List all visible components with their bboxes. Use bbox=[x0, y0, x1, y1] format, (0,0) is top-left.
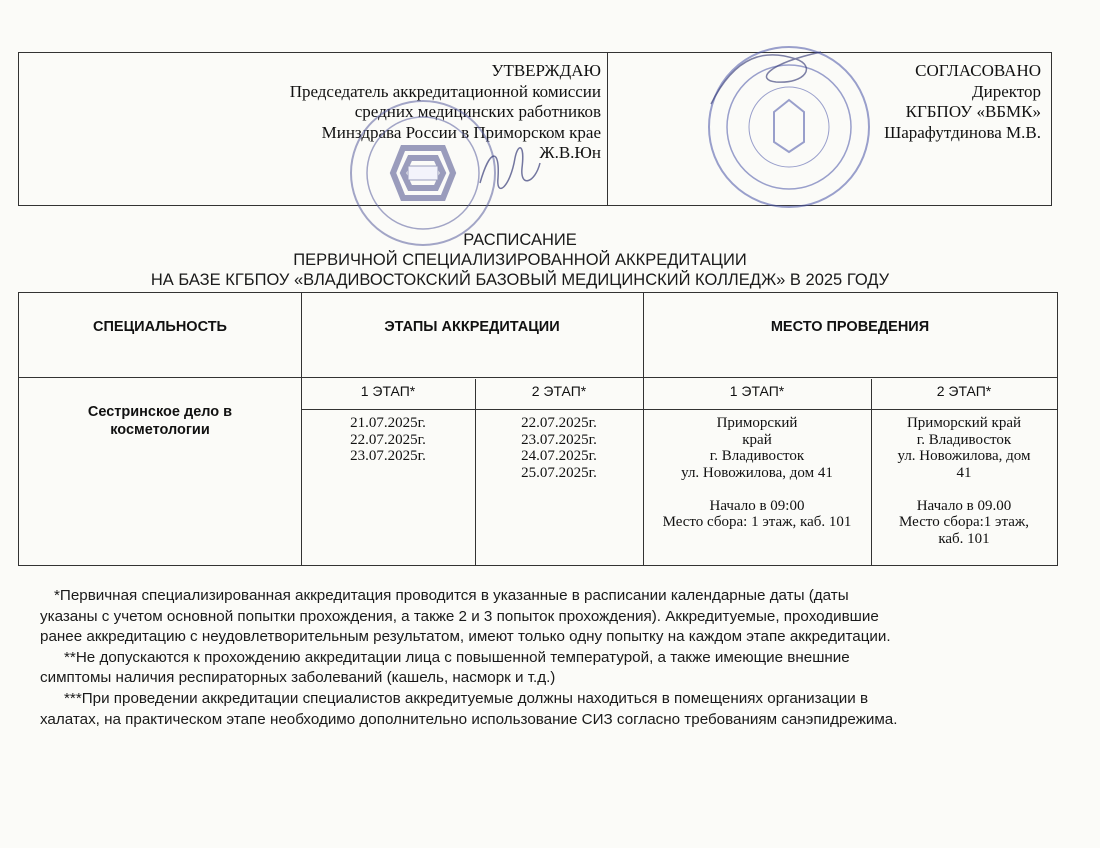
header-bottom-line bbox=[19, 377, 1057, 378]
loc2-line: Приморский край bbox=[906, 415, 1022, 431]
title-line3: НА БАЗЕ КГБПОУ «ВЛАДИВОСТОКСКИЙ БАЗОВЫЙ МЕДИЦИНСКИЙ КОЛЛЕДЖ» В 2025 ГОДУ bbox=[150, 271, 890, 289]
specialty-line1: Сестринское дело в bbox=[87, 404, 233, 420]
stage2-label: 2 ЭТАП* bbox=[531, 383, 587, 399]
stage1-dates bbox=[301, 415, 475, 465]
approve-line1: Председатель аккредитационной комиссии bbox=[289, 81, 601, 101]
loc1-line: Начало в 09:00 bbox=[709, 497, 805, 514]
stage2-dates bbox=[475, 415, 643, 481]
loc-stage1-label: 1 ЭТАП* bbox=[729, 383, 785, 399]
stage2-date: 24.07.2025г. bbox=[521, 448, 597, 464]
note1-line1: *Первичная специализированная аккредитация проводится в указанные в расписании календарные даты (даты bbox=[54, 587, 849, 604]
header-stages: ЭТАПЫ АККРЕДИТАЦИИ bbox=[384, 319, 560, 335]
agree-name: Шарафутдинова М.В. bbox=[884, 122, 1041, 142]
title-line1: РАСПИСАНИЕ bbox=[463, 231, 577, 249]
schedule-table bbox=[18, 292, 1058, 566]
stage1-date: 23.07.2025г. bbox=[350, 448, 426, 464]
loc2-line: 41 bbox=[956, 464, 972, 481]
title-line2: ПЕРВИЧНОЙ СПЕЦИАЛИЗИРОВАННОЙ АККРЕДИТАЦИИ bbox=[293, 251, 747, 269]
location-stage1 bbox=[643, 415, 871, 531]
stage1-date: 22.07.2025г. bbox=[350, 431, 426, 448]
agree-line1: Директор bbox=[972, 81, 1041, 101]
footnotes bbox=[40, 586, 1030, 730]
location-stage2 bbox=[871, 415, 1057, 547]
loc2-line: г. Владивосток bbox=[916, 431, 1012, 448]
stage2-date: 22.07.2025г. bbox=[521, 415, 597, 431]
agree-line2: КГБПОУ «ВБМК» bbox=[905, 102, 1041, 121]
chair-signature-icon bbox=[470, 128, 550, 208]
loc2-line: каб. 101 bbox=[938, 530, 990, 547]
loc1-line: край bbox=[742, 431, 772, 448]
loc-stage2-label: 2 ЭТАП* bbox=[936, 383, 992, 399]
loc1-line: ул. Новожилова, дом 41 bbox=[681, 464, 833, 481]
approval-divider bbox=[607, 53, 608, 205]
note1-line3: ранее аккредитацию с неудовлетворительным результатом, имеют только одну попытку на каждом этапе аккредитации. bbox=[40, 628, 891, 646]
loc2-line: Начало в 09.00 bbox=[916, 497, 1012, 514]
loc1-line: Приморский bbox=[716, 415, 798, 431]
loc2-line: ул. Новожилова, дом bbox=[897, 448, 1031, 464]
note3-line1: ***При проведении аккредитации специалистов аккредитуемые должны находиться в помещениях организации в bbox=[64, 689, 869, 707]
stage2-date: 25.07.2025г. bbox=[521, 464, 597, 481]
stage1-label: 1 ЭТАП* bbox=[360, 383, 416, 399]
note2-line2: симптомы наличия респираторных заболеваний (кашель, насморк и т.д.) bbox=[40, 669, 556, 687]
approve-line3: Минздрава России в Приморском крае bbox=[321, 122, 601, 142]
note1-line2: указаны с учетом основной попытки прохождения, а также 2 и 3 попыток прохождения). Аккредитуемые, проходившие bbox=[40, 607, 879, 625]
agree-block bbox=[884, 61, 1041, 143]
approve-name: Ж.В.Юн bbox=[539, 143, 601, 162]
stage2-date: 23.07.2025г. bbox=[521, 431, 597, 448]
specialty-line2: косметологии bbox=[110, 422, 210, 438]
director-signature-icon bbox=[706, 44, 826, 114]
stage-row-line bbox=[301, 409, 1057, 410]
approve-line2: средних медицинских работников bbox=[354, 102, 601, 121]
header-location: МЕСТО ПРОВЕДЕНИЯ bbox=[770, 319, 930, 335]
loc1-line: г. Владивосток bbox=[709, 448, 805, 464]
agree-heading: СОГЛАСОВАНО bbox=[915, 61, 1041, 80]
loc1-line: Место сбора: 1 этаж, каб. 101 bbox=[662, 514, 852, 530]
loc2-line: Место сбора:1 этаж, bbox=[899, 514, 1029, 530]
note2-line1: **Не допускаются к прохождению аккредитации лица с повышенной температурой, а также имеющие внешние bbox=[64, 648, 850, 666]
stage1-date: 21.07.2025г. bbox=[350, 415, 426, 431]
header-specialty: СПЕЦИАЛЬНОСТЬ bbox=[93, 319, 227, 335]
approve-heading: УТВЕРЖДАЮ bbox=[491, 61, 601, 80]
note3-line2: халатах, на практическом этапе необходимо дополнительно использование СИЗ согласно требованиям санэпидрежима. bbox=[40, 710, 898, 728]
document-title bbox=[0, 230, 1040, 290]
specialty-cell bbox=[19, 403, 301, 439]
